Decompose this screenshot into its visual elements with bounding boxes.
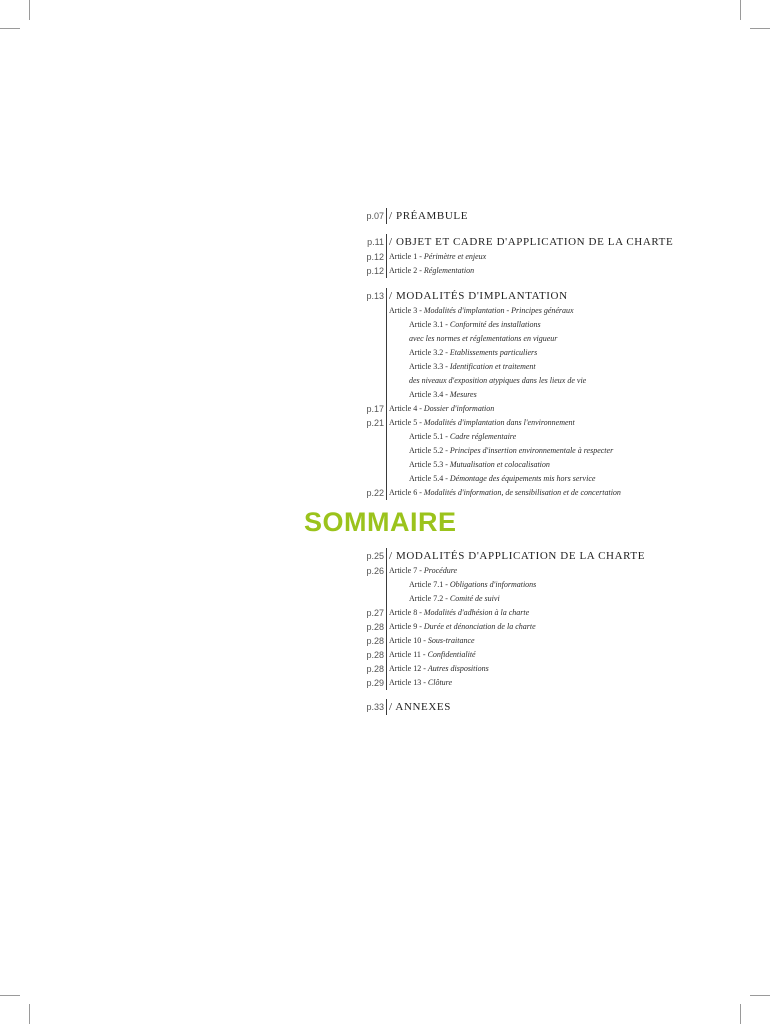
entry-text: Article 3.2 - Etablissements particuliers	[409, 348, 538, 357]
article-label: Article 7.1	[409, 580, 444, 589]
page-number: p.12	[366, 266, 384, 276]
page-number: p.27	[366, 608, 384, 618]
page-number: p.28	[366, 650, 384, 660]
toc-entry[interactable]	[340, 648, 720, 662]
divider	[386, 346, 387, 360]
page-number: p.21	[366, 418, 384, 428]
toc-block-preambule	[340, 208, 720, 224]
toc-entry[interactable]	[340, 318, 720, 332]
divider	[386, 472, 387, 486]
toc-entry[interactable]	[340, 564, 720, 578]
crop-mark	[29, 1004, 30, 1024]
article-title: Confidentialité	[427, 650, 476, 659]
page-number: p.11	[367, 237, 384, 247]
article-label: Article 7.2	[409, 594, 444, 603]
page-number: p.22	[366, 488, 384, 498]
section-heading: / MODALITÉS D'IMPLANTATION	[389, 290, 568, 302]
toc-block-application	[340, 548, 720, 690]
entry-text: Article 2 - Réglementation	[389, 266, 475, 275]
article-label: Article 2	[389, 266, 418, 275]
entry-text: Article 1 - Périmètre et enjeux	[389, 252, 487, 261]
article-title: Conformité des installations	[449, 320, 541, 329]
entry-text: Article 5.2 - Principes d'insertion environnementale à respecter	[409, 446, 614, 455]
divider	[386, 578, 387, 592]
crop-mark	[740, 0, 741, 20]
divider	[386, 402, 387, 416]
page-number: p.28	[366, 622, 384, 632]
page-number: p.25	[366, 551, 384, 561]
crop-mark	[0, 995, 20, 996]
divider	[386, 486, 387, 500]
article-title: Modalités d'adhésion à la charte	[423, 608, 530, 617]
article-label: Article 3.4	[409, 390, 444, 399]
entry-text: Article 3.1 - Conformité des installations	[409, 320, 541, 329]
toc-section[interactable]	[340, 699, 720, 715]
crop-mark	[750, 28, 770, 29]
toc-entry[interactable]	[340, 606, 720, 620]
article-label: Article 13	[389, 678, 422, 687]
toc-section[interactable]	[340, 548, 720, 564]
entry-text: Article 11 - Confidentialité	[389, 650, 476, 659]
article-label: Article 11	[389, 650, 421, 659]
crop-mark	[750, 995, 770, 996]
entry-text: Article 7 - Procédure	[389, 566, 458, 575]
divider	[386, 634, 387, 648]
article-label: Article 5	[389, 418, 418, 427]
toc-entry[interactable]	[340, 676, 720, 690]
article-title: Dossier d'information	[423, 404, 495, 413]
entry-text: Article 3.3 - Identification et traitement	[409, 362, 536, 371]
divider	[386, 606, 387, 620]
entry-text: Article 9 - Durée et dénonciation de la charte	[389, 622, 536, 631]
divider	[386, 264, 387, 278]
toc-entry[interactable]	[340, 620, 720, 634]
toc-entry[interactable]	[340, 416, 720, 430]
toc-block-objet	[340, 234, 720, 278]
page-number: p.28	[366, 636, 384, 646]
toc-entry[interactable]	[340, 388, 720, 402]
toc-entry[interactable]	[340, 592, 720, 606]
section-heading: / PRÉAMBULE	[389, 210, 469, 222]
section-heading: / MODALITÉS D'APPLICATION DE LA CHARTE	[389, 550, 646, 562]
divider	[386, 332, 387, 346]
divider	[386, 416, 387, 430]
article-title: Démontage des équipements mis hors service	[449, 474, 596, 483]
article-label: Article 5.4	[409, 474, 444, 483]
divider	[386, 699, 387, 715]
page-number: p.29	[366, 678, 384, 688]
divider	[386, 388, 387, 402]
divider	[386, 458, 387, 472]
article-label: Article 5.2	[409, 446, 444, 455]
entry-text: Article 5.3 - Mutualisation et colocalisation	[409, 460, 550, 469]
divider	[386, 288, 387, 304]
article-label: Article 6	[389, 488, 418, 497]
crop-mark	[0, 28, 20, 29]
toc-entry[interactable]	[340, 444, 720, 458]
divider	[386, 234, 387, 250]
article-label: Article 12	[389, 664, 422, 673]
article-title: Principes d'insertion environnementale à respecter	[449, 446, 614, 455]
article-title: Réglementation	[423, 266, 475, 275]
toc-entry[interactable]	[340, 264, 720, 278]
entry-text: Article 5.1 - Cadre réglementaire	[409, 432, 517, 441]
article-label: Article 3.3	[409, 362, 444, 371]
section-heading: / ANNEXES	[389, 701, 451, 713]
toc-entry[interactable]	[340, 634, 720, 648]
article-title: Modalités d'implantation - Principes généraux	[423, 306, 574, 315]
article-label: Article 10	[389, 636, 422, 645]
divider	[386, 564, 387, 578]
page-number: p.07	[366, 211, 384, 221]
article-title: Cadre réglementaire	[449, 432, 517, 441]
divider	[386, 444, 387, 458]
entry-text: Article 10 - Sous-traitance	[389, 636, 475, 645]
entry-title-continued: des niveaux d'exposition atypiques dans les lieux de vie	[409, 376, 587, 385]
divider	[386, 250, 387, 264]
article-label: Article 9	[389, 622, 418, 631]
toc-entry[interactable]	[340, 304, 720, 318]
entry-text: Article 6 - Modalités d'information, de sensibilisation et de concertation	[389, 488, 621, 497]
divider	[386, 592, 387, 606]
entry-text: Article 5.4 - Démontage des équipements mis hors service	[409, 474, 596, 483]
entry-text: Article 7.1 - Obligations d'informations	[409, 580, 537, 589]
toc-entry[interactable]	[340, 486, 720, 500]
article-title: Mutualisation et colocalisation	[449, 460, 550, 469]
article-title: Modalités d'implantation dans l'environnement	[423, 418, 575, 427]
divider	[386, 548, 387, 564]
toc-entry[interactable]	[340, 662, 720, 676]
page-number: p.13	[366, 291, 384, 301]
toc-entry[interactable]	[340, 458, 720, 472]
article-title: Mesures	[449, 390, 477, 399]
page-title: SOMMAIRE	[304, 507, 457, 537]
entry-text: Article 7.2 - Comité de suivi	[409, 594, 500, 603]
article-title: Durée et dénonciation de la charte	[423, 622, 536, 631]
article-label: Article 3.1	[409, 320, 444, 329]
toc-section[interactable]	[340, 288, 720, 304]
entry-text: Article 8 - Modalités d'adhésion à la charte	[389, 608, 530, 617]
article-label: Article 5.3	[409, 460, 444, 469]
divider	[386, 360, 387, 374]
article-title: Obligations d'informations	[449, 580, 537, 589]
article-label: Article 8	[389, 608, 418, 617]
divider	[386, 318, 387, 332]
entry-text: Article 4 - Dossier d'information	[389, 404, 495, 413]
crop-mark	[29, 0, 30, 20]
entry-text: Article 5 - Modalités d'implantation dans l'environnement	[389, 418, 575, 427]
toc-entry[interactable]	[340, 402, 720, 416]
divider	[386, 620, 387, 634]
article-label: Article 1	[389, 252, 418, 261]
article-label: Article 3	[389, 306, 418, 315]
article-label: Article 7	[389, 566, 418, 575]
toc-block-implantation	[340, 288, 720, 500]
article-title: Clôture	[427, 678, 453, 687]
page-number: p.17	[366, 404, 384, 414]
article-title: Etablissements particuliers	[449, 348, 538, 357]
article-title: Procédure	[423, 566, 458, 575]
entry-text: Article 3.4 - Mesures	[409, 390, 477, 399]
divider	[386, 648, 387, 662]
article-title: Identification et traitement	[449, 362, 536, 371]
page-number: p.28	[366, 664, 384, 674]
article-title: Autres dispositions	[427, 664, 489, 673]
divider	[386, 676, 387, 690]
toc-entry[interactable]	[340, 472, 720, 486]
article-title: Sous-traitance	[427, 636, 475, 645]
article-label: Article 3.2	[409, 348, 444, 357]
page-number: p.33	[366, 702, 384, 712]
article-label: Article 4	[389, 404, 418, 413]
page-number: p.12	[366, 252, 384, 262]
entry-text: Article 12 - Autres dispositions	[389, 664, 489, 673]
divider	[386, 662, 387, 676]
entry-title-continued: avec les normes et réglementations en vigueur	[409, 334, 558, 343]
toc-entry[interactable]	[340, 250, 720, 264]
toc-entry[interactable]	[340, 332, 720, 346]
divider	[386, 208, 387, 224]
entry-text: Article 3 - Modalités d'implantation - Principes généraux	[389, 306, 574, 315]
article-title: Modalités d'information, de sensibilisation et de concertation	[423, 488, 621, 497]
divider	[386, 374, 387, 388]
toc-entry[interactable]	[340, 360, 720, 374]
toc-entry[interactable]	[340, 578, 720, 592]
crop-mark	[740, 1004, 741, 1024]
article-title: Comité de suivi	[449, 594, 500, 603]
toc-entry[interactable]	[340, 346, 720, 360]
toc-block-annexes	[340, 699, 720, 715]
entry-text: Article 13 - Clôture	[389, 678, 453, 687]
toc-entry[interactable]	[340, 430, 720, 444]
page-number: p.26	[366, 566, 384, 576]
article-label: Article 5.1	[409, 432, 444, 441]
toc-entry[interactable]	[340, 374, 720, 388]
toc-section[interactable]	[340, 234, 720, 250]
section-heading: / OBJET ET CADRE D'APPLICATION DE LA CHARTE	[389, 236, 674, 248]
divider	[386, 430, 387, 444]
divider	[386, 304, 387, 318]
toc-section[interactable]	[340, 208, 720, 224]
article-title: Périmètre et enjeux	[423, 252, 487, 261]
